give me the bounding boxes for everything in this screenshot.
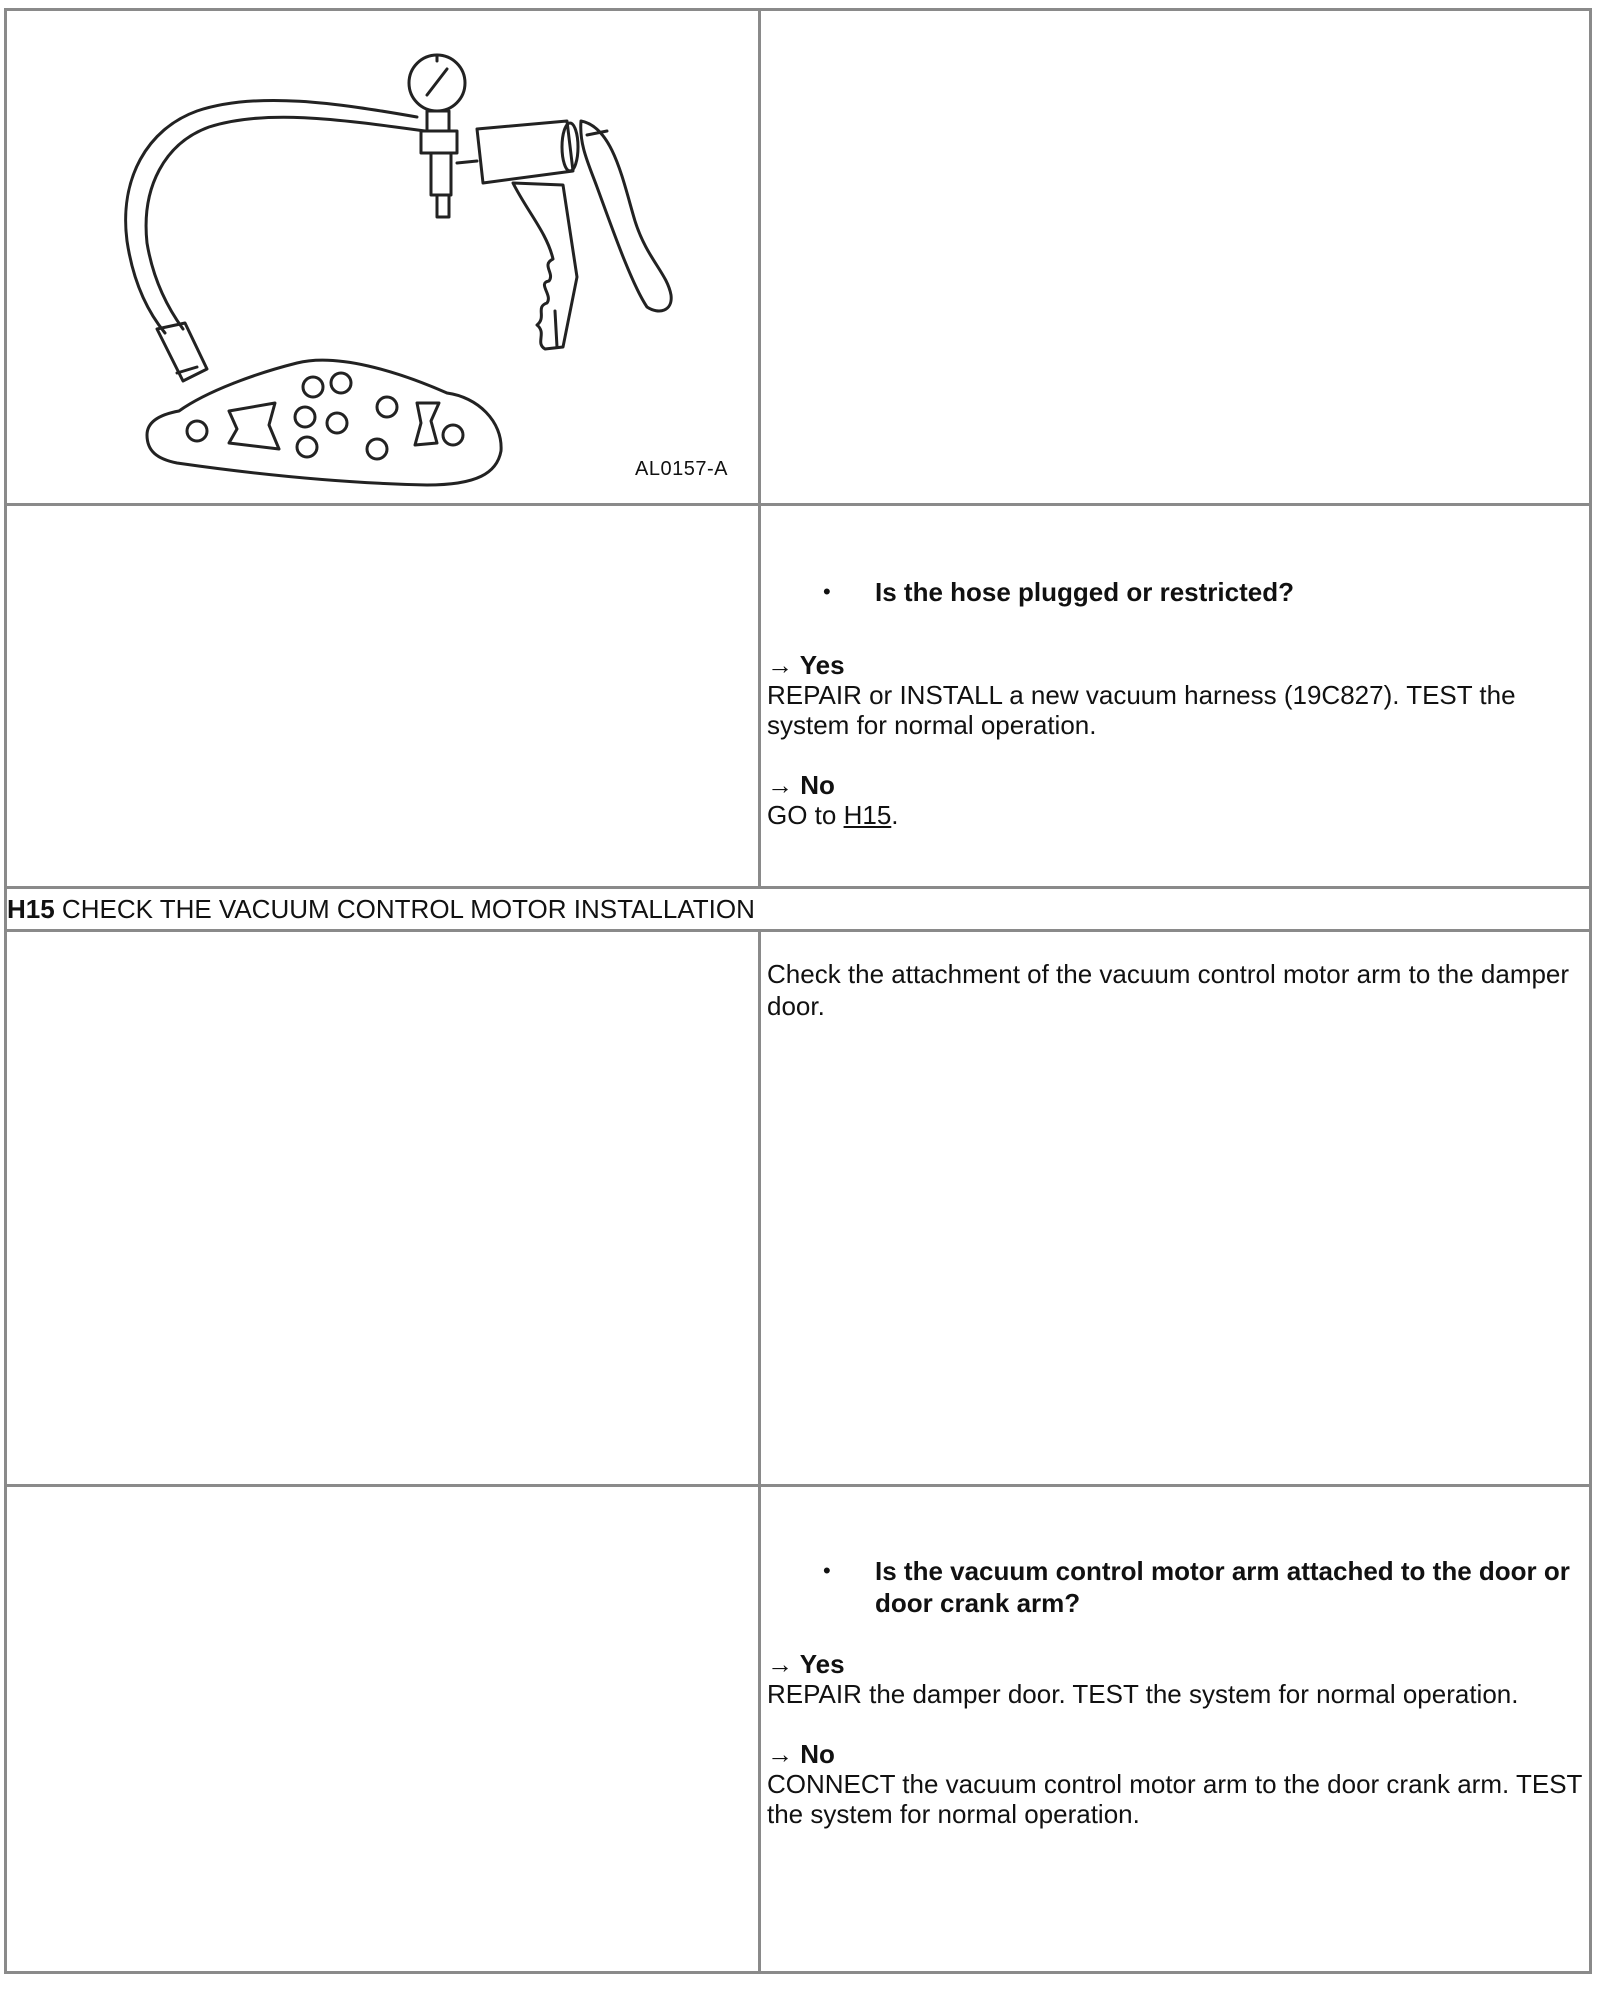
question-text: Is the vacuum control motor arm attached to the door or door crank arm? — [875, 1556, 1570, 1618]
yes-action: REPAIR or INSTALL a new vacuum harness (19C827). TEST the system for normal operation. — [767, 680, 1516, 740]
h15-header-row — [6, 888, 1591, 931]
step-header — [6, 888, 1591, 931]
no-heading — [767, 770, 1583, 800]
arrow-right-icon: → — [767, 1739, 793, 1769]
h15-instruction-cell — [760, 931, 1591, 1486]
h15-left-cell — [6, 931, 760, 1486]
h14-question-row — [6, 505, 1591, 888]
no-action — [767, 800, 1583, 830]
diagnostic-table — [4, 8, 1592, 1974]
hose-icon — [126, 100, 417, 333]
step-title: CHECK THE VACUUM CONTROL MOTOR INSTALLATION — [54, 894, 755, 924]
instruction-text: Check the attachment of the vacuum control motor arm to the damper door. — [767, 959, 1570, 1021]
yes-heading — [767, 1649, 1583, 1679]
figure-label: AL0157-A — [635, 458, 728, 480]
h15-instruction-row — [6, 931, 1591, 1486]
yes-heading — [767, 650, 1583, 680]
h15-answer-cell — [760, 1486, 1591, 1973]
question-item — [767, 1555, 1583, 1619]
arrow-right-icon: → — [767, 1649, 793, 1679]
question-text: Is the hose plugged or restricted? — [875, 577, 1294, 607]
figure-row — [6, 10, 1591, 505]
h14-left-cell — [6, 505, 760, 888]
yes-label: Yes — [799, 650, 845, 680]
h14-answer-cell — [760, 505, 1591, 888]
go-to-h15-link[interactable]: H15 — [843, 800, 892, 830]
yes-action: REPAIR the damper door. TEST the system for normal operation. — [767, 1679, 1519, 1709]
no-heading — [767, 1739, 1583, 1769]
no-label: No — [800, 770, 835, 800]
pump-grip-icon — [513, 183, 577, 349]
pump-body-icon — [477, 121, 573, 183]
no-action-suffix: . — [891, 800, 899, 830]
no-action-prefix: GO to — [767, 800, 844, 830]
h15-question-row — [6, 1486, 1591, 1973]
bullet-icon: • — [823, 579, 831, 604]
yes-label: Yes — [799, 1649, 845, 1679]
arrow-right-icon: → — [767, 770, 793, 800]
arrow-right-icon: → — [767, 650, 793, 680]
vacuum-pump-gauge-illustration — [7, 11, 761, 503]
step-id: H15 — [7, 894, 55, 924]
pump-lever-icon — [581, 121, 671, 311]
no-label: No — [800, 1739, 835, 1769]
figure-cell — [6, 10, 760, 505]
h15-question-left-cell — [6, 1486, 760, 1973]
figure-right-cell — [760, 10, 1591, 505]
question-item — [767, 576, 1583, 608]
bullet-icon: • — [823, 1558, 831, 1583]
no-action: CONNECT the vacuum control motor arm to the door crank arm. TEST the system for normal operation. — [767, 1769, 1582, 1829]
